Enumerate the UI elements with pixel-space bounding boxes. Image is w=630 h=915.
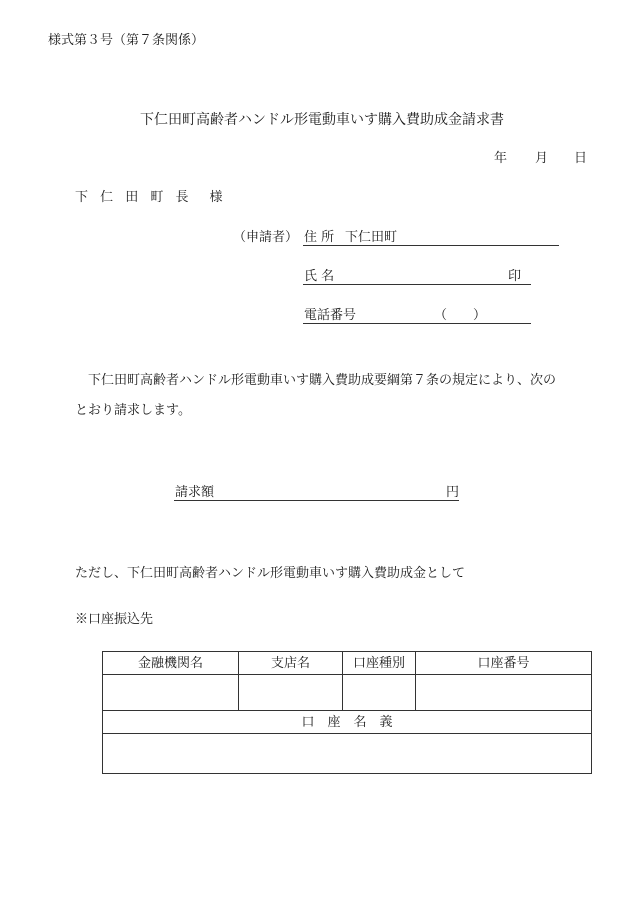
bank-account-table: [102, 651, 592, 774]
document-title: 下仁田町高齢者ハンドル形電動車いす購入費助成金請求書: [140, 112, 504, 128]
header-bank-name: 金融機関名: [103, 652, 239, 675]
body-text-line-2: とおり請求します。: [75, 403, 191, 418]
form-number: 様式第３号（第７条関係）: [48, 33, 205, 48]
bank-input-row: [103, 675, 592, 711]
address-label: 住 所: [304, 230, 335, 245]
phone-area-code-paren: （ ）: [434, 308, 487, 323]
header-account-number: 口座番号: [416, 652, 592, 675]
name-underline: [303, 284, 531, 285]
address-value: 下仁田町: [345, 230, 398, 245]
account-number-cell: [416, 675, 592, 711]
header-account-type: 口座種別: [343, 652, 416, 675]
claim-amount-label: 請求額: [175, 485, 215, 500]
date-month: 月: [535, 151, 549, 166]
date-year: 年: [494, 151, 508, 166]
account-holder-cell: [103, 734, 592, 774]
account-type-cell: [343, 675, 416, 711]
seal-mark: 印: [508, 269, 522, 284]
phone-label: 電話番号: [304, 308, 357, 323]
claim-amount-unit: 円: [446, 485, 460, 500]
bank-transfer-label: ※口座振込先: [75, 612, 154, 627]
claim-amount-underline: [174, 500, 459, 501]
phone-underline: [303, 323, 531, 324]
bank-name-cell: [103, 675, 239, 711]
address-underline: [303, 245, 559, 246]
body-text-line-1: 下仁田町高齢者ハンドル形電動車いす購入費助成要綱第７条の規定により、次の: [88, 373, 557, 388]
header-account-holder: 口 座 名 義: [103, 711, 592, 734]
addressee: 下 仁 田 町 長 様: [75, 190, 227, 205]
date-day: 日: [574, 151, 588, 166]
holder-input-row: [103, 734, 592, 774]
name-label: 氏 名: [304, 269, 335, 284]
applicant-label: （申請者）: [233, 230, 299, 245]
branch-name-cell: [239, 675, 343, 711]
holder-header-row: [103, 711, 592, 734]
header-branch-name: 支店名: [239, 652, 343, 675]
bank-header-row: [103, 652, 592, 675]
purpose-text: ただし、下仁田町高齢者ハンドル形電動車いす購入費助成金として: [75, 566, 466, 581]
